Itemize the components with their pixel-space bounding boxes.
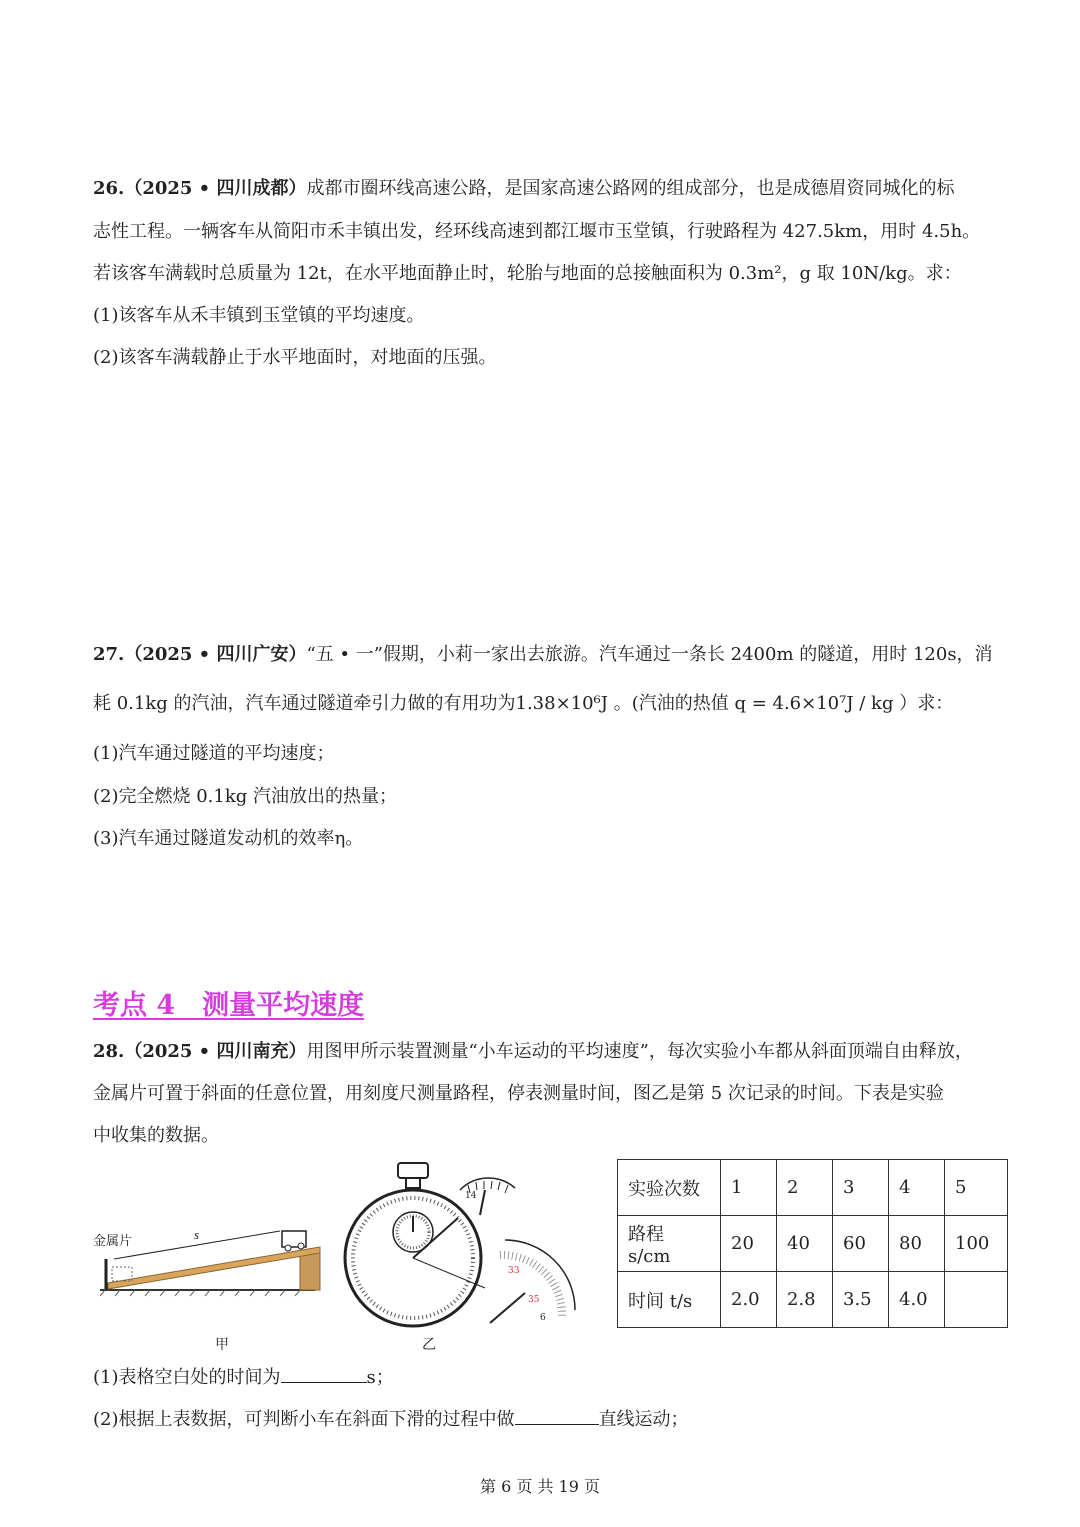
q26-sub-1: (1)该客车从禾丰镇到玉堂镇的平均速度。	[93, 305, 425, 326]
q28-line-2: 金属片可置于斜面的任意位置，用刻度尺测量路程，停表测量时间，图乙是第 5 次记录的时间。下表是实验	[93, 1083, 944, 1104]
data-table	[617, 1159, 1008, 1328]
table-cell: 4	[889, 1160, 945, 1216]
table-cell: 80	[889, 1216, 945, 1272]
figure-stopwatch	[340, 1160, 580, 1350]
table-cell: 60	[833, 1216, 889, 1272]
q26-line-3: 若该客车满载时总质量为 12t，在水平地面静止时，轮胎与地面的总接触面积为 0.3m²，g 取 10N/kg。求：	[93, 263, 962, 284]
table-cell: 3	[833, 1160, 889, 1216]
incline-board	[108, 1247, 320, 1289]
q26-head: 26.（2025 • 四川成都）	[93, 178, 307, 199]
dial-label-14: 14	[465, 1191, 477, 1201]
table-cell: 4.0	[889, 1272, 945, 1328]
q27-text-1: “五 • 一”假期，小莉一家出去旅游。汽车通过一条长 2400m 的隧道，用时 120s，消	[306, 644, 993, 665]
answer-blank-2[interactable]	[515, 1408, 599, 1425]
dial-label-33: 33	[508, 1266, 520, 1276]
table-cell: 路程 s/cm	[618, 1216, 721, 1272]
q28-sub-1-pre: (1)表格空白处的时间为	[93, 1367, 281, 1388]
table-row	[618, 1272, 1008, 1328]
caption-jia: 甲	[215, 1337, 229, 1353]
q27-sub-3: (3)汽车通过隧道发动机的效率η。	[93, 828, 364, 849]
q26-text-1: 成都市圈环线高速公路，是国家高速公路网的组成部分，也是成德眉资同城化的标	[306, 178, 955, 199]
q28-sub-1-post: s；	[366, 1367, 394, 1388]
q27-line-2: 耗 0.1kg 的汽油，汽车通过隧道牵引力做的有用功为1.38×10⁶J 。(汽油的热值 q = 4.6×10⁷J / kg ）求：	[93, 693, 954, 714]
dial-label-6: 6	[540, 1313, 546, 1323]
q27-head: 27.（2025 • 四川广安）	[93, 644, 307, 665]
section-title: 考点 4 测量平均速度	[93, 990, 365, 1021]
table-cell: 20	[721, 1216, 777, 1272]
zoom-pointer-right	[490, 1293, 525, 1323]
stopwatch-stem	[406, 1178, 420, 1188]
table-cell-blank	[945, 1272, 1008, 1328]
q28-sub-1	[93, 1366, 394, 1390]
q28-sub-2-post: 直线运动；	[598, 1409, 689, 1430]
table-cell: 2.0	[721, 1272, 777, 1328]
table-cell: 2	[777, 1160, 833, 1216]
table-cell: 100	[945, 1216, 1008, 1272]
answer-blank-1[interactable]	[281, 1366, 367, 1383]
q26-sub-2: (2)该客车满载静止于水平地面时，对地面的压强。	[93, 347, 497, 368]
table-cell: 实验次数	[618, 1160, 721, 1216]
metal-plate-label: 金属片	[93, 1233, 133, 1248]
cart-wheel-icon	[285, 1245, 291, 1251]
table-cell: 40	[777, 1216, 833, 1272]
stopwatch-button	[398, 1163, 428, 1178]
table-cell: 时间 t/s	[618, 1272, 721, 1328]
page-footer: 第 6 页 共 19 页	[480, 1477, 600, 1496]
zoom-pointer-top	[480, 1190, 485, 1215]
table-cell: 5	[945, 1160, 1008, 1216]
q28-sub-2-pre: (2)根据上表数据，可判断小车在斜面下滑的过程中做	[93, 1409, 515, 1430]
dial-label-35: 35	[528, 1295, 540, 1305]
table-cell: 1	[721, 1160, 777, 1216]
q26-line-2: 志性工程。一辆客车从简阳市禾丰镇出发，经环线高速到都江堰市玉堂镇，行驶路程为 427.5km，用时 4.5h。	[93, 221, 981, 242]
table-row	[618, 1160, 1008, 1216]
zoom-scale-right	[500, 1255, 562, 1318]
figure-incline	[90, 1215, 330, 1355]
q28-head: 28.（2025 • 四川南充）	[93, 1041, 307, 1062]
q27-sub-1: (1)汽车通过隧道的平均速度；	[93, 743, 335, 764]
table-cell: 3.5	[833, 1272, 889, 1328]
q28-line-3: 中收集的数据。	[93, 1125, 219, 1146]
table-row	[618, 1216, 1008, 1272]
table-cell: 2.8	[777, 1272, 833, 1328]
cart-dashed	[112, 1267, 132, 1281]
q28-text-1: 用图甲所示装置测量“小车运动的平均速度”，每次实验小车都从斜面顶端自由释放，	[306, 1041, 973, 1062]
q28-line-1	[93, 1040, 973, 1064]
q28-sub-2	[93, 1408, 689, 1432]
cart-wheel-icon	[298, 1243, 304, 1249]
q27-line-1	[93, 643, 993, 667]
distance-label: s	[194, 1227, 200, 1242]
caption-yi: 乙	[422, 1337, 436, 1353]
q26-line-1	[93, 177, 954, 201]
q27-sub-2: (2)完全燃烧 0.1kg 汽油放出的热量；	[93, 786, 397, 807]
